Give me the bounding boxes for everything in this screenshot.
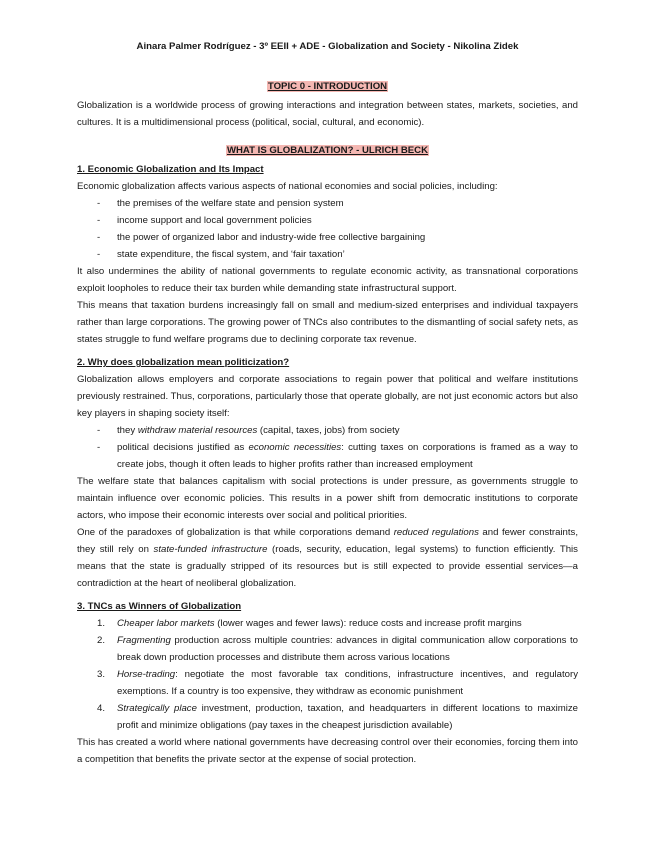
section-3-list (77, 615, 578, 734)
list-item: - the premises of the welfare state and pension system (97, 195, 578, 212)
list-item: - political decisions justified as economic necessities: cutting taxes on corporations is framed as a way to create jobs, though it often leads to higher profits rather than increased employment (97, 439, 578, 473)
topic-heading-wrap (77, 78, 578, 95)
list-item: - income support and local government policies (97, 212, 578, 229)
section-2-list (77, 422, 578, 473)
beck-heading: WHAT IS GLOBALIZATION? - ULRICH BECK (226, 145, 429, 156)
section-1-list (77, 195, 578, 263)
section-1-paragraph-2: This means that taxation burdens increasingly fall on small and medium-sized enterprises and individual taxpayers rather than large corporations. The growing power of TNCs also contributes to the dismantling of social safety nets, as states struggle to fund welfare programs due to declining corporate tax revenue. (77, 300, 578, 345)
section-1-lead: Economic globalization affects various aspects of national economies and social policies, including: (77, 181, 498, 192)
section-2-paragraph-1: The welfare state that balances capitalism with social protections is under pressure, as governments struggle to maintain influence over economic policies. This results in a power shift from democratic institutions to corporate actors, who impose their economic interests over social and political priorities. (77, 476, 578, 521)
list-item: 1. Cheaper labor markets (lower wages and fewer laws): reduce costs and increase profit margins (97, 618, 522, 629)
list-item: - state expenditure, the fiscal system, and ‘fair taxation’ (97, 246, 578, 263)
section-3-closing: This has created a world where national governments have decreasing control over their economies, forcing them into a competition that benefits the private sector at the expense of social protection. (77, 737, 578, 765)
section-2-title: 2. Why does globalization mean politicization? (77, 357, 290, 368)
section-2-lead: Globalization allows employers and corporate associations to regain power that political and welfare institutions previously restrained. Thus, corporations, particularly those that operate globally, are not just economic actors but also key players in shaping society itself: (77, 374, 578, 419)
list-item: 4. Strategically place investment, production, taxation, and headquarters in different locations to maximize profit and minimize obligations (pay taxes in the cheapest jurisdiction available) (97, 703, 578, 731)
section-1-title: 1. Economic Globalization and Its Impact (77, 164, 264, 175)
section-3-title: 3. TNCs as Winners of Globalization (77, 601, 242, 612)
list-item: - they withdraw material resources (capital, taxes, jobs) from society (97, 422, 578, 439)
intro-paragraph: Globalization is a worldwide process of growing interactions and integration between states, markets, societies, and cultures. It is a multidimensional process (political, social, cultural, and economic). (77, 100, 578, 128)
list-item: 2. Fragmenting production across multiple countries: advances in digital communication allow corporations to break down production processes and distribute them across various locations (97, 635, 578, 663)
section-2-paragraph-2: One of the paradoxes of globalization is that while corporations demand reduced regulations and fewer constraints, they still rely on state-funded infrastructure (roads, security, education, legal systems) to function efficiently. This means that the state is gradually stripped of its resources but is still expected to provide essential services—a contradiction at the heart of neoliberal globalization. (77, 527, 578, 589)
list-item: - the power of organized labor and industry-wide free collective bargaining (97, 229, 578, 246)
beck-heading-wrap (77, 142, 578, 159)
section-1-paragraph-1: It also undermines the ability of national governments to regulate economic activity, as transnational corporations exploit loopholes to reduce their tax burden while demanding state infrastructural support. (77, 266, 578, 294)
list-item: 3. Horse-trading: negotiate the most favorable tax conditions, infrastructure incentives, and regulatory exemptions. If a country is too expensive, they withdraw as economic punishment (97, 669, 578, 697)
page-header: Ainara Palmer Rodríguez - 3º EEII + ADE - Globalization and Society - Nikolina Zidek (136, 41, 519, 52)
topic-heading: TOPIC 0 - INTRODUCTION (267, 81, 388, 92)
